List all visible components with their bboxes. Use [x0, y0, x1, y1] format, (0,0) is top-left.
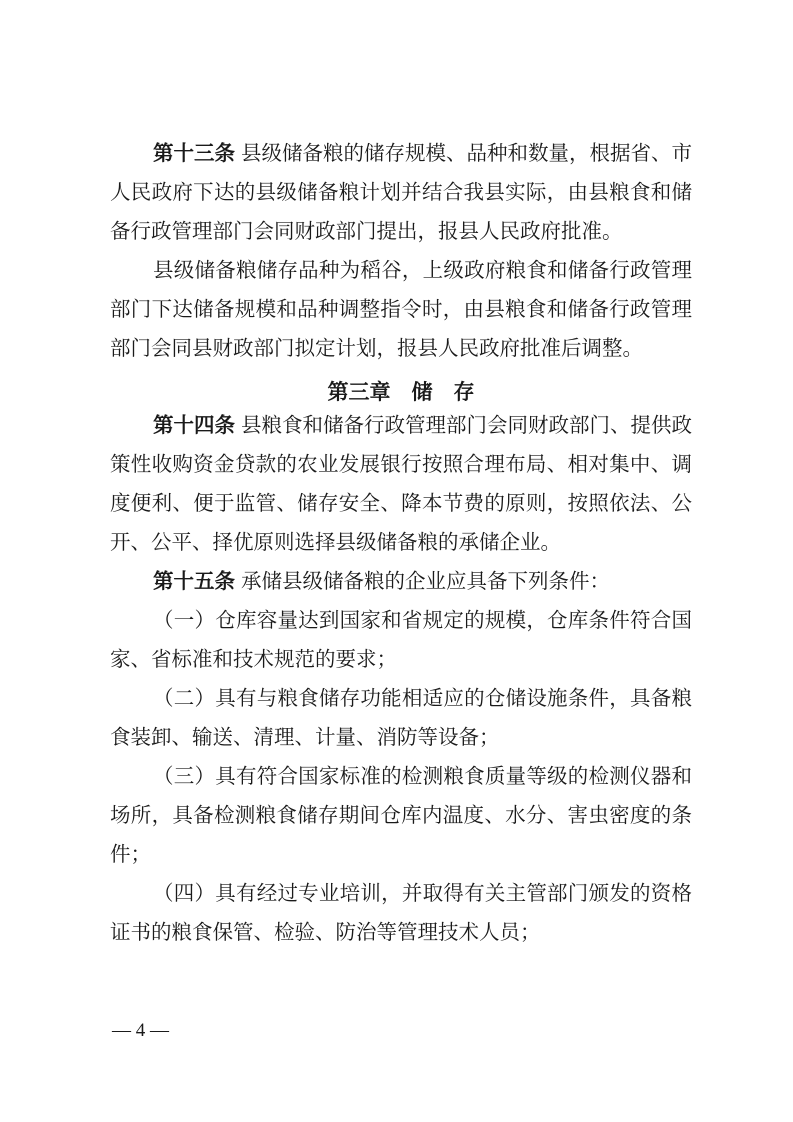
list-item: （一）仓库容量达到国家和省规定的规模，仓库条件符合国 家、省标准和技术规范的要求； — [110, 608, 692, 671]
article-13: 第十三条 县级储备粮的储存规模、品种和数量，根据省、市 人民政府下达的县级储备粮计划并结合我县实际，由县粮食和储 备行政管理部门会同财政部门提出，报县人民政府批准。 — [110, 141, 692, 243]
article-14: 第十四条 县粮食和储备行政管理部门会同财政部门、提供政 策性收购资金贷款的农业发展银行按照合理布局、相对集中、调 度便利、便于监管、储存安全、降本节费的原则，按照依法、公 开、公平、择优原则选择县级储备粮的承储企业。 — [110, 413, 692, 554]
chapter-heading: 第三章 储 存 — [327, 380, 475, 404]
list-item: （三）具有符合国家标准的检测粮食质量等级的检测仪器和 场所，具备检测粮食储存期间仓库内温度、水分、害虫密度的条 件； — [110, 764, 692, 866]
list-item: （四）具有经过专业培训，并取得有关主管部门颁发的资格 证书的粮食保管、检验、防治等管理技术人员； — [110, 881, 692, 944]
list-item: （二）具有与粮食储存功能相适应的仓储设施条件，具备粮 食装卸、输送、清理、计量、消防等设备； — [110, 686, 692, 749]
article-15: 第十五条 承储县级储备粮的企业应具备下列条件： — [153, 569, 610, 593]
page-number: — 4 — — [112, 1020, 169, 1041]
article-label: 第十四条 — [153, 413, 235, 437]
paragraph: 县级储备粮储存品种为稻谷，上级政府粮食和储备行政管理 部门下达储备规模和品种调整指令时，由县粮食和储备行政管理 部门会同县财政部门拟定计划，报县人民政府批准后调整。 — [110, 258, 692, 360]
document-body — [110, 134, 692, 952]
article-label: 第十三条 — [153, 141, 235, 165]
article-label: 第十五条 — [153, 569, 235, 593]
